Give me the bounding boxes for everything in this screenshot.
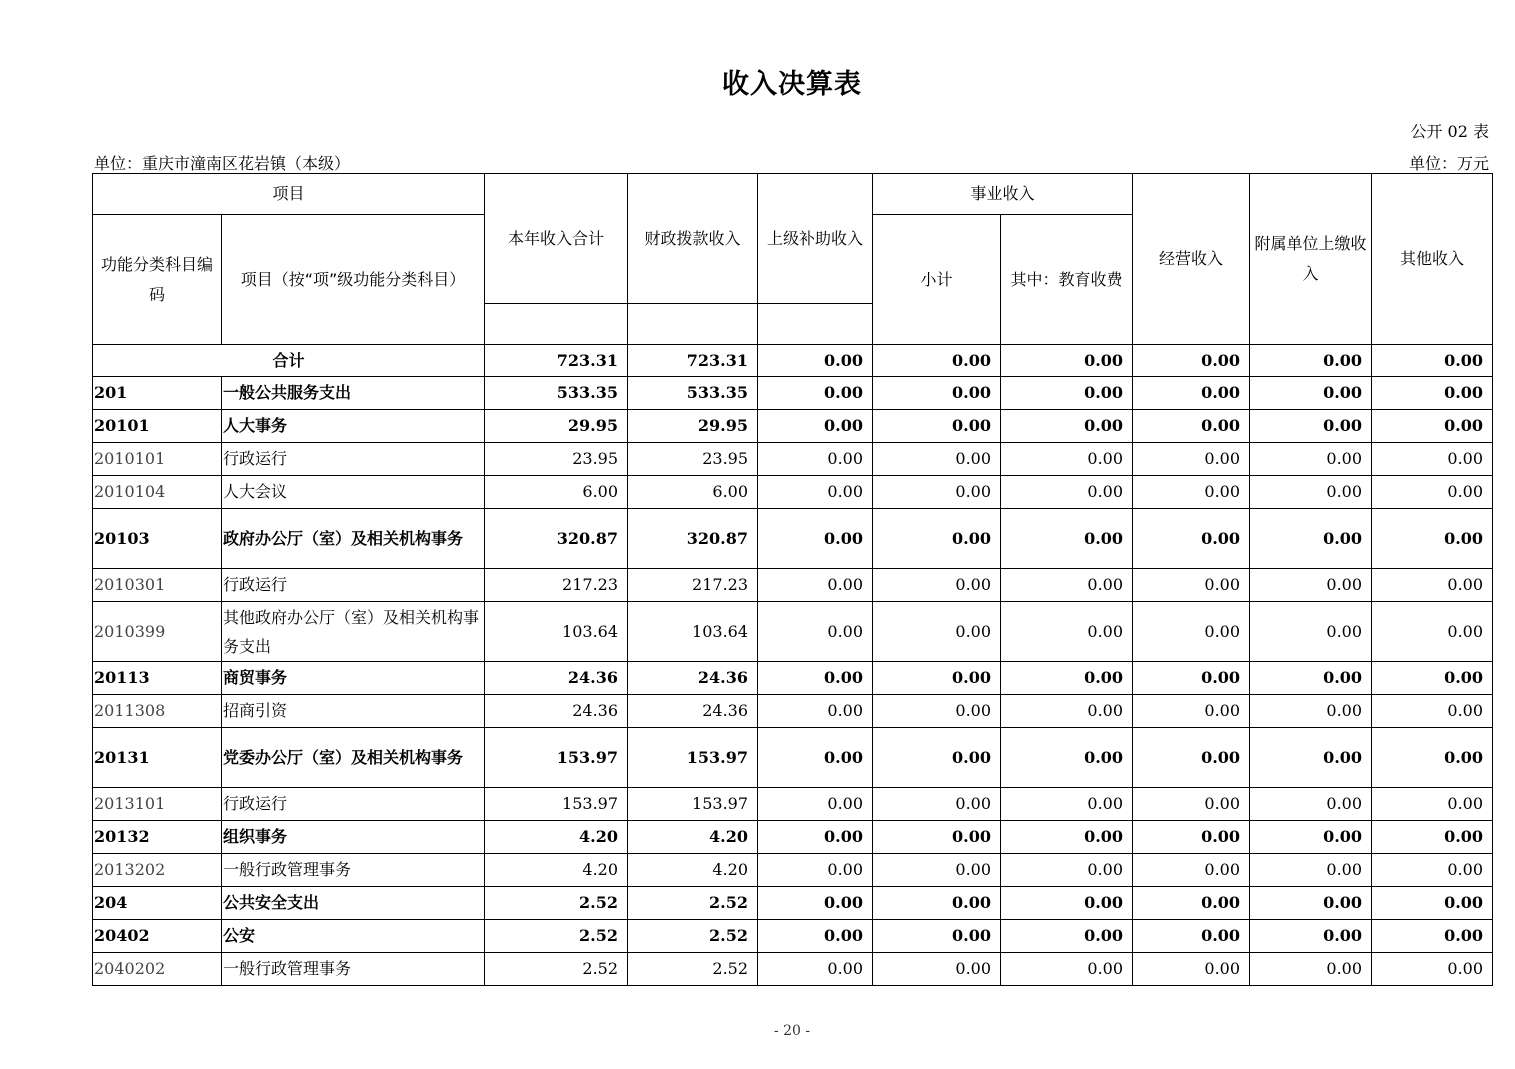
row-name: 公共安全支出 (222, 887, 485, 920)
row-name: 商贸事务 (222, 662, 485, 695)
row-value: 0.00 (1001, 920, 1133, 953)
table-row (93, 569, 1493, 602)
header-superior: 上级补助收入 (758, 174, 873, 304)
row-value: 0.00 (1372, 953, 1493, 986)
row-value: 0.00 (1133, 662, 1250, 695)
row-value: 0.00 (1133, 920, 1250, 953)
header-education: 其中：教育收费 (1001, 215, 1133, 345)
row-value: 0.00 (1372, 662, 1493, 695)
header-project: 项目（按“项”级功能分类科目） (222, 215, 485, 345)
table-row (93, 821, 1493, 854)
row-value: 0.00 (1250, 377, 1372, 410)
row-value: 0.00 (1250, 788, 1372, 821)
row-value: 0.00 (1001, 569, 1133, 602)
row-value: 0.00 (1133, 410, 1250, 443)
row-value: 103.64 (628, 602, 758, 662)
page-title: 收入决算表 (722, 69, 862, 100)
row-value: 153.97 (485, 788, 628, 821)
row-value: 0.00 (873, 953, 1001, 986)
row-value: 0.00 (1372, 887, 1493, 920)
row-value: 0.00 (873, 662, 1001, 695)
row-value: 0.00 (1250, 920, 1372, 953)
row-name: 行政运行 (222, 569, 485, 602)
table-row (93, 920, 1493, 953)
row-value: 533.35 (485, 377, 628, 410)
row-value: 0.00 (758, 569, 873, 602)
form-number: 公开 02 表 (1410, 122, 1489, 141)
row-value: 0.00 (1001, 887, 1133, 920)
row-value: 0.00 (1133, 509, 1250, 569)
row-value: 24.36 (485, 662, 628, 695)
table-row (93, 377, 1493, 410)
row-value: 0.00 (1001, 509, 1133, 569)
row-value: 0.00 (873, 695, 1001, 728)
row-value: 0.00 (758, 854, 873, 887)
row-value: 24.36 (628, 662, 758, 695)
row-value: 0.00 (758, 377, 873, 410)
header-business-group: 事业收入 (873, 174, 1133, 215)
row-value: 0.00 (1133, 854, 1250, 887)
table-row (93, 728, 1493, 788)
row-value: 217.23 (628, 569, 758, 602)
row-value: 0.00 (1001, 602, 1133, 662)
row-value: 23.95 (485, 443, 628, 476)
row-value: 320.87 (628, 509, 758, 569)
row-value: 2.52 (485, 953, 628, 986)
row-value: 0.00 (1372, 728, 1493, 788)
row-value: 0.00 (873, 509, 1001, 569)
row-value: 23.95 (628, 443, 758, 476)
row-name: 人大会议 (222, 476, 485, 509)
table-row (93, 854, 1493, 887)
row-code: 2011308 (93, 695, 222, 728)
row-value: 0.00 (758, 821, 873, 854)
total-value: 0.00 (1250, 345, 1372, 377)
row-value: 0.00 (758, 788, 873, 821)
table-row (93, 887, 1493, 920)
row-value: 6.00 (485, 476, 628, 509)
row-value: 2.52 (485, 920, 628, 953)
row-value: 0.00 (1372, 695, 1493, 728)
row-value: 0.00 (1372, 410, 1493, 443)
table-row (93, 662, 1493, 695)
row-value: 0.00 (873, 920, 1001, 953)
row-value: 0.00 (758, 509, 873, 569)
table-header (93, 174, 1493, 345)
row-value: 0.00 (873, 602, 1001, 662)
table-body (93, 345, 1493, 986)
header-spacer (485, 304, 628, 345)
row-value: 0.00 (873, 854, 1001, 887)
row-value: 0.00 (1133, 953, 1250, 986)
row-value: 153.97 (628, 728, 758, 788)
row-value: 29.95 (628, 410, 758, 443)
table-row (93, 509, 1493, 569)
row-code: 2013202 (93, 854, 222, 887)
row-value: 2.52 (628, 887, 758, 920)
row-code: 2010104 (93, 476, 222, 509)
row-value: 0.00 (758, 953, 873, 986)
header-spacer (628, 304, 758, 345)
table-row (93, 443, 1493, 476)
row-value: 0.00 (1372, 377, 1493, 410)
row-value: 0.00 (873, 728, 1001, 788)
row-value: 0.00 (1001, 788, 1133, 821)
reporting-unit: 单位：重庆市潼南区花岩镇（本级） (94, 154, 351, 173)
row-value: 0.00 (1372, 443, 1493, 476)
row-name: 公安 (222, 920, 485, 953)
row-value: 0.00 (1133, 377, 1250, 410)
row-value: 0.00 (1001, 443, 1133, 476)
row-value: 0.00 (1250, 662, 1372, 695)
total-value: 723.31 (628, 345, 758, 377)
row-value: 4.20 (485, 821, 628, 854)
row-value: 2.52 (628, 953, 758, 986)
row-value: 2.52 (485, 887, 628, 920)
row-value: 0.00 (1372, 788, 1493, 821)
header-spacer (758, 304, 873, 345)
row-code: 20402 (93, 920, 222, 953)
row-value: 4.20 (628, 854, 758, 887)
row-name: 行政运行 (222, 443, 485, 476)
row-name: 党委办公厅（室）及相关机构事务 (222, 728, 485, 788)
row-value: 0.00 (1250, 854, 1372, 887)
row-value: 153.97 (628, 788, 758, 821)
row-value: 0.00 (758, 695, 873, 728)
row-value: 29.95 (485, 410, 628, 443)
row-value: 0.00 (1001, 410, 1133, 443)
row-value: 4.20 (485, 854, 628, 887)
row-value: 0.00 (1250, 953, 1372, 986)
row-value: 2.52 (628, 920, 758, 953)
table-row (93, 410, 1493, 443)
row-value: 0.00 (1372, 854, 1493, 887)
row-name: 一般行政管理事务 (222, 953, 485, 986)
row-value: 0.00 (1133, 443, 1250, 476)
header-project-group: 项目 (93, 174, 485, 215)
row-code: 2010399 (93, 602, 222, 662)
row-value: 0.00 (758, 662, 873, 695)
row-value: 4.20 (628, 821, 758, 854)
row-code: 2040202 (93, 953, 222, 986)
table-row (93, 602, 1493, 662)
row-code: 20131 (93, 728, 222, 788)
row-value: 0.00 (758, 443, 873, 476)
row-value: 0.00 (1001, 854, 1133, 887)
row-value: 0.00 (1133, 695, 1250, 728)
row-value: 0.00 (1001, 953, 1133, 986)
row-value: 24.36 (485, 695, 628, 728)
row-value: 153.97 (485, 728, 628, 788)
row-value: 0.00 (1133, 569, 1250, 602)
income-table (92, 173, 1493, 986)
table-row (93, 476, 1493, 509)
row-value: 0.00 (873, 377, 1001, 410)
row-value: 0.00 (873, 443, 1001, 476)
total-value: 0.00 (1001, 345, 1133, 377)
row-value: 0.00 (1001, 377, 1133, 410)
row-code: 20103 (93, 509, 222, 569)
row-value: 0.00 (1133, 602, 1250, 662)
row-code: 20132 (93, 821, 222, 854)
row-code: 2010301 (93, 569, 222, 602)
row-value: 0.00 (873, 788, 1001, 821)
total-label: 合计 (93, 345, 485, 377)
header-code: 功能分类科目编码 (93, 215, 222, 345)
header-fiscal: 财政拨款收入 (628, 174, 758, 304)
row-value: 0.00 (758, 476, 873, 509)
row-value: 0.00 (1372, 569, 1493, 602)
row-name: 人大事务 (222, 410, 485, 443)
row-value: 0.00 (1133, 728, 1250, 788)
total-value: 0.00 (1372, 345, 1493, 377)
row-value: 0.00 (1250, 410, 1372, 443)
row-value: 0.00 (758, 602, 873, 662)
row-value: 0.00 (873, 410, 1001, 443)
row-name: 一般行政管理事务 (222, 854, 485, 887)
row-value: 24.36 (628, 695, 758, 728)
row-value: 0.00 (1372, 602, 1493, 662)
row-code: 20101 (93, 410, 222, 443)
header-affiliated: 附属单位上缴收入 (1250, 174, 1372, 345)
row-value: 0.00 (1133, 821, 1250, 854)
row-value: 0.00 (1133, 887, 1250, 920)
row-value: 0.00 (873, 821, 1001, 854)
row-value: 0.00 (1250, 602, 1372, 662)
row-value: 0.00 (873, 887, 1001, 920)
header-other: 其他收入 (1372, 174, 1493, 345)
row-value: 0.00 (758, 920, 873, 953)
row-code: 2010101 (93, 443, 222, 476)
row-name: 一般公共服务支出 (222, 377, 485, 410)
row-value: 0.00 (1372, 509, 1493, 569)
row-value: 0.00 (1001, 476, 1133, 509)
row-code: 2013101 (93, 788, 222, 821)
row-name: 政府办公厅（室）及相关机构事务 (222, 509, 485, 569)
row-value: 0.00 (1250, 821, 1372, 854)
header-operating: 经营收入 (1133, 174, 1250, 345)
row-value: 0.00 (1133, 476, 1250, 509)
row-value: 0.00 (1001, 821, 1133, 854)
row-value: 0.00 (1372, 821, 1493, 854)
row-value: 0.00 (1250, 728, 1372, 788)
row-name: 行政运行 (222, 788, 485, 821)
table-row (93, 953, 1493, 986)
total-value: 0.00 (758, 345, 873, 377)
row-value: 0.00 (758, 410, 873, 443)
row-value: 0.00 (1001, 662, 1133, 695)
row-code: 204 (93, 887, 222, 920)
row-value: 0.00 (1372, 476, 1493, 509)
row-value: 217.23 (485, 569, 628, 602)
table-row (93, 695, 1493, 728)
row-value: 0.00 (758, 728, 873, 788)
row-value: 0.00 (873, 476, 1001, 509)
row-value: 6.00 (628, 476, 758, 509)
row-value: 320.87 (485, 509, 628, 569)
row-value: 0.00 (1372, 920, 1493, 953)
table-row (93, 788, 1493, 821)
total-row (93, 345, 1493, 377)
row-value: 0.00 (1250, 887, 1372, 920)
currency-unit: 单位：万元 (1408, 154, 1489, 173)
header-subtotal: 小计 (873, 215, 1001, 345)
row-value: 0.00 (1250, 695, 1372, 728)
row-value: 533.35 (628, 377, 758, 410)
row-name: 组织事务 (222, 821, 485, 854)
row-value: 0.00 (1250, 476, 1372, 509)
row-value: 103.64 (485, 602, 628, 662)
row-name: 招商引资 (222, 695, 485, 728)
row-code: 201 (93, 377, 222, 410)
row-value: 0.00 (1250, 509, 1372, 569)
total-value: 0.00 (873, 345, 1001, 377)
total-value: 723.31 (485, 345, 628, 377)
page-number: - 20 - (773, 1023, 811, 1039)
row-name: 其他政府办公厅（室）及相关机构事务支出 (222, 602, 485, 662)
row-value: 0.00 (1133, 788, 1250, 821)
row-value: 0.00 (1250, 569, 1372, 602)
total-value: 0.00 (1133, 345, 1250, 377)
row-value: 0.00 (1001, 695, 1133, 728)
row-value: 0.00 (873, 569, 1001, 602)
row-code: 20113 (93, 662, 222, 695)
row-value: 0.00 (1001, 728, 1133, 788)
row-value: 0.00 (1250, 443, 1372, 476)
row-value: 0.00 (758, 887, 873, 920)
header-total-income: 本年收入合计 (485, 174, 628, 304)
